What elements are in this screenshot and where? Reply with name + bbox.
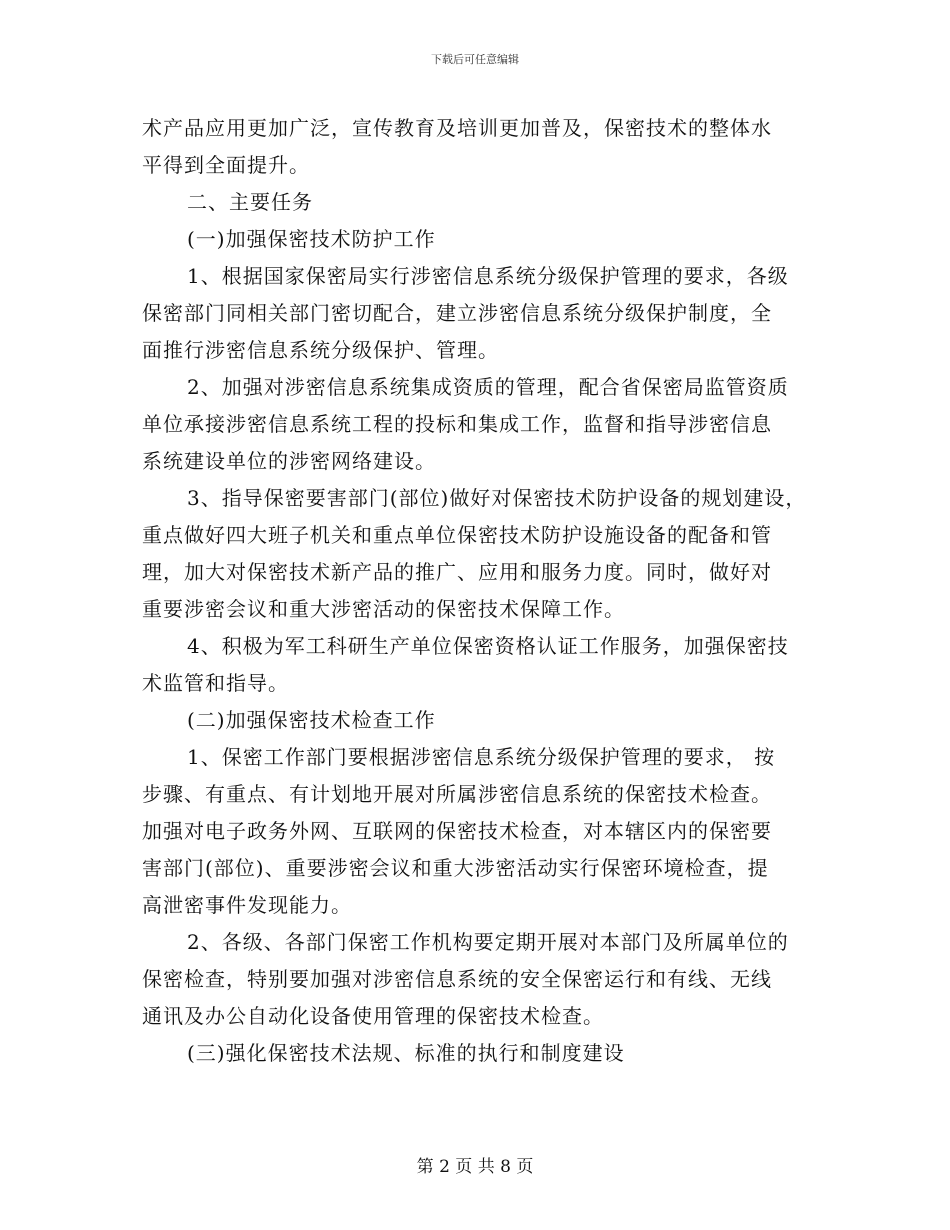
paragraph-line: 系统建设单位的涉密网络建设。	[142, 449, 436, 473]
paragraph-line: 术产品应用更加广泛，宣传教育及培训更加普及，保密技术的整体水	[142, 116, 772, 140]
page-header: 下载后可任意编辑	[431, 53, 519, 66]
paragraph-line: 保密部门同相关部门密切配合，建立涉密信息系统分级保护制度，全	[142, 301, 772, 325]
paragraph-line: 理，加大对保密技术新产品的推广、应用和服务力度。同时，做好对	[142, 560, 772, 584]
page-number: 第 2 页 共 8 页	[416, 1157, 534, 1177]
paragraph-line: 高泄密事件发现能力。	[142, 893, 352, 917]
paragraph-line: 单位承接涉密信息系统工程的投标和集成工作，监督和指导涉密信息	[142, 412, 772, 436]
paragraph-line: 步骤、有重点、有计划地开展对所属涉密信息系统的保密技术检查。	[142, 782, 772, 806]
section-heading: 二、主要任务	[187, 190, 313, 214]
document-body	[142, 110, 812, 1072]
paragraph-line: 面推行涉密信息系统分级保护、管理。	[142, 338, 499, 362]
paragraph-line: 平得到全面提升。	[142, 153, 310, 177]
paragraph-line: 保密检查，特别要加强对涉密信息系统的安全保密运行和有线、无线	[142, 967, 772, 991]
paragraph-line: 害部门(部位)、重要涉密会议和重大涉密活动实行保密环境检查，提	[142, 856, 769, 880]
paragraph-line: 1、根据国家保密局实行涉密信息系统分级保护管理的要求，各级	[187, 264, 789, 288]
paragraph-line: 1、保密工作部门要根据涉密信息系统分级保护管理的要求， 按	[187, 745, 776, 769]
paragraph-line: 2、各级、各部门保密工作机构要定期开展对本部门及所属单位的	[187, 930, 789, 954]
subsection-heading: (一)加强保密技术防护工作	[187, 227, 436, 251]
paragraph-line: 3、指导保密要害部门(部位)做好对保密技术防护设备的规划建设，	[187, 486, 807, 510]
paragraph-line: 术监管和指导。	[142, 671, 289, 695]
paragraph-line: 重要涉密会议和重大涉密活动的保密技术保障工作。	[142, 597, 625, 621]
paragraph-line: 4、积极为军工科研生产单位保密资格认证工作服务，加强保密技	[187, 634, 789, 658]
paragraph-line: 加强对电子政务外网、互联网的保密技术检查，对本辖区内的保密要	[142, 819, 772, 843]
subsection-heading: (三)强化保密技术法规、标准的执行和制度建设	[187, 1041, 625, 1065]
paragraph-line: 2、加强对涉密信息系统集成资质的管理，配合省保密局监管资质	[187, 375, 789, 399]
subsection-heading: (二)加强保密技术检查工作	[187, 708, 436, 732]
paragraph-line: 通讯及办公自动化设备使用管理的保密技术检查。	[142, 1004, 604, 1028]
paragraph-line: 重点做好四大班子机关和重点单位保密技术防护设施设备的配备和管	[142, 523, 772, 547]
